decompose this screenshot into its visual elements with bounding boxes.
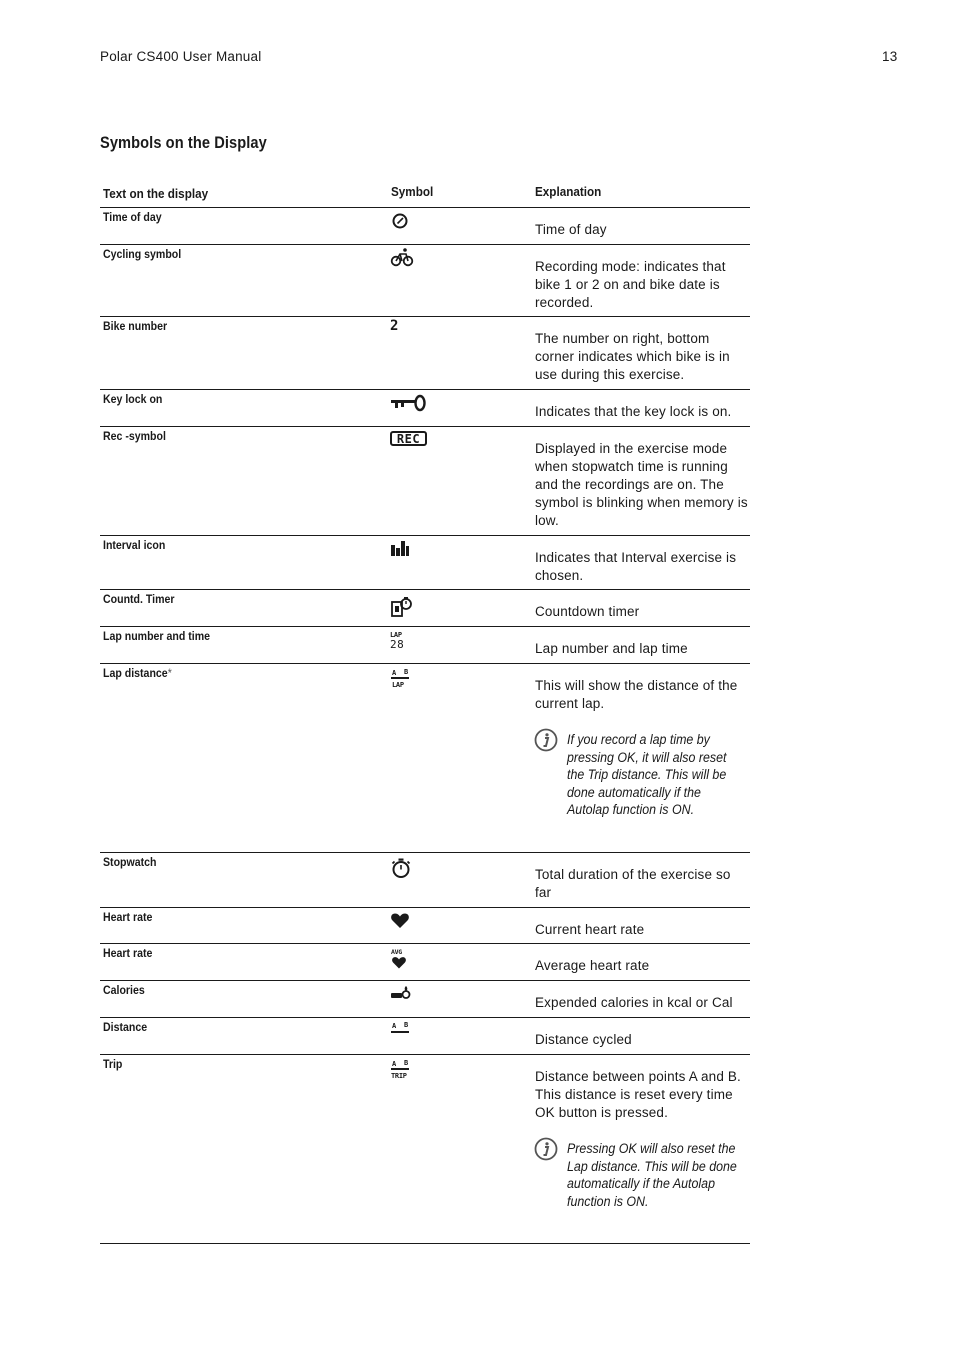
section-title: Symbols on the Display [100, 133, 267, 152]
row-explanation: Lap number and lap time [535, 641, 688, 656]
row-label: Heart rate [103, 948, 153, 960]
rec-icon: REC [390, 431, 427, 446]
distance-icon [390, 1023, 412, 1035]
info-icon [534, 728, 558, 757]
table-rule [100, 980, 750, 981]
lap-number-icon [390, 632, 404, 650]
interval-icon [390, 539, 412, 557]
point-a-text: A [392, 669, 396, 677]
row-label: Countd. Timer [103, 594, 175, 606]
running-header: Polar CS400 User Manual [100, 49, 262, 64]
table-rule [100, 907, 750, 908]
row-label: Stopwatch [103, 857, 157, 869]
row-label: Heart rate [103, 912, 153, 924]
table-rule [100, 316, 750, 317]
calories-icon [390, 985, 412, 1001]
page-number: 13 [882, 49, 898, 64]
row-explanation: Time of day [535, 222, 607, 237]
row-label: Key lock on [103, 394, 163, 406]
key-icon [390, 394, 428, 412]
table-rule [100, 1243, 750, 1244]
point-a-text: A [392, 1022, 396, 1030]
row-label [103, 668, 172, 680]
column-header-symbol: Symbol [391, 184, 434, 199]
point-a-text: A [392, 1060, 396, 1068]
trip-text: TRIP [391, 1072, 407, 1080]
row-label: Interval icon [103, 540, 166, 552]
countdown-timer-icon [390, 596, 414, 618]
row-label-text: Lap distance [103, 668, 168, 680]
info-note-text: If you record a lap time by pressing OK, it will also reset the Trip distance. This will be done automatically if the Autolap function is ON. [567, 732, 727, 817]
lap-text: LAP [390, 631, 402, 639]
table-rule [100, 389, 750, 390]
row-label: Time of day [103, 212, 162, 224]
row-label: Calories [103, 985, 145, 997]
info-note [534, 728, 750, 828]
lap-number-text: 28 [390, 638, 405, 651]
row-label: Distance [103, 1022, 148, 1034]
info-icon [534, 1137, 558, 1166]
table-rule [100, 535, 750, 536]
avg-text: AVG [391, 948, 402, 956]
table-rule [100, 626, 750, 627]
clock-icon [390, 212, 410, 230]
trip-icon [390, 1061, 412, 1080]
row-explanation: Indicates that the key lock is on. [535, 404, 732, 419]
table-rule [100, 589, 750, 590]
row-explanation: Indicates that Interval exercise is chosen. [535, 550, 737, 583]
table-rule [100, 943, 750, 944]
row-explanation: Total duration of the exercise so far [535, 867, 731, 900]
table-rule [100, 1054, 750, 1055]
row-explanation: Distance cycled [535, 1032, 632, 1047]
row-explanation: Recording mode: indicates that bike 1 or 2 on and bike date is recorded. [535, 259, 726, 310]
stopwatch-icon [390, 857, 412, 879]
table-rule [100, 207, 750, 208]
info-note-text: Pressing OK will also reset the Lap distance. This will be done automatically if the Autolap function is ON. [567, 1141, 737, 1209]
table-rule [100, 1017, 750, 1018]
point-b-text: B [404, 1021, 408, 1029]
row-explanation: Distance between points A and B. This distance is reset every time OK button is pressed. [535, 1069, 741, 1120]
table-rule [100, 426, 750, 427]
bike-number-icon: 2 [390, 318, 399, 334]
row-explanation: Expended calories in kcal or Cal [535, 995, 733, 1010]
row-label: Bike number [103, 321, 168, 333]
column-header-text: Text on the display [103, 186, 209, 201]
row-label: Cycling symbol [103, 249, 182, 261]
row-explanation: Displayed in the exercise mode when stopwatch time is running and the recordings are on. The symbol is blinking when memory is low. [535, 441, 748, 528]
table-rule [100, 852, 750, 853]
column-header-explanation: Explanation [535, 184, 602, 199]
row-explanation: Current heart rate [535, 922, 645, 937]
row-label: Lap number and time [103, 631, 210, 643]
row-label: Trip [103, 1059, 123, 1071]
bicycle-icon [390, 247, 414, 267]
point-b-text: B [404, 1059, 408, 1067]
row-explanation: Average heart rate [535, 958, 650, 973]
lap-distance-icon [390, 670, 412, 689]
avg-heart-icon [390, 949, 410, 970]
row-explanation: The number on right, bottom corner indicates which bike is in use during this exercise. [535, 331, 730, 382]
table-rule [100, 244, 750, 245]
row-explanation: Countdown timer [535, 604, 640, 619]
lap-text: LAP [392, 681, 404, 689]
table-rule [100, 663, 750, 664]
row-label: Rec -symbol [103, 431, 166, 443]
row-explanation: This will show the distance of the current lap. [535, 678, 738, 711]
point-b-text: B [404, 668, 408, 676]
heart-icon [390, 912, 410, 930]
footnote-marker: * [167, 668, 172, 680]
info-note [534, 1137, 750, 1217]
